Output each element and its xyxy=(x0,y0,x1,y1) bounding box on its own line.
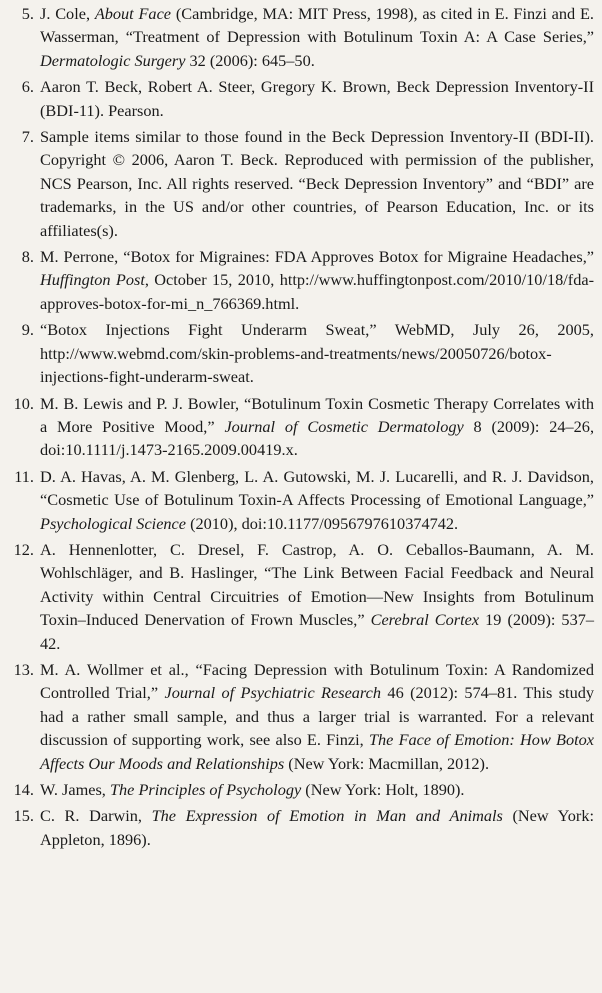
endnote-number: 8. xyxy=(21,247,34,267)
endnote-text xyxy=(40,77,594,119)
endnote-number: 10. xyxy=(13,393,34,413)
endnote-item xyxy=(8,538,594,655)
endnote-number: 12. xyxy=(13,539,34,559)
endnote-text xyxy=(40,806,594,848)
citation-title: Huffington Post xyxy=(40,270,145,290)
citation-title: The Face of Emotion: How Botox Affects Our Moods and Relationships xyxy=(40,730,594,773)
endnote-item xyxy=(8,658,594,775)
citation-text: C. R. Darwin, xyxy=(40,806,152,826)
citation-text: Sample items similar to those found in the Beck Depression Inventory-II (BDI-II). Copyright © 2006, Aaron T. Beck. Reproduced with permission of the publisher, NCS Pearson, Inc. All rights reserved. “Beck Depression Inventory” and “BDI” are trademarks, in the US and/or other countries, of Pearson Education, Inc. or its affiliates(s). xyxy=(40,127,594,240)
citation-title: About Face xyxy=(94,4,172,23)
citation-text: 8 (2009): 24–26, doi:10.1111/j.1473-2165.2009.00419.x. xyxy=(40,416,595,460)
endnote-item xyxy=(8,2,594,72)
endnote-number: 6. xyxy=(21,77,34,97)
endnote-number: 15. xyxy=(13,806,34,826)
endnote-item xyxy=(8,318,594,388)
citation-title: Journal of Psychiatric Research xyxy=(164,683,382,703)
endnote-item xyxy=(8,804,594,851)
endnote-text xyxy=(40,127,594,240)
citation-title: Psychological Science xyxy=(40,513,187,533)
citation-text: W. James, xyxy=(40,780,110,799)
citation-text: Aaron T. Beck, Robert A. Steer, Gregory K. Brown, Beck Depression Inventory-II (BDI-11). Pearson. xyxy=(40,77,594,120)
endnote-text xyxy=(40,467,594,533)
endnote-number: 13. xyxy=(13,659,34,679)
citation-title: The Expression of Emotion in Man and Animals xyxy=(151,806,503,826)
citation-text: M. B. Lewis and P. J. Bowler, “Botulinum Toxin Cosmetic Therapy Correlates with a More Positive Mood,” xyxy=(40,393,594,436)
endnote-number: 7. xyxy=(21,127,34,147)
citation-text: M. A. Wollmer et al., “Facing Depression with Botulinum Toxin: A Randomized Controlled Trial,” xyxy=(40,659,594,703)
endnote-number: 11. xyxy=(14,466,34,486)
citation-text: , October 15, 2010, http://www.huffingtonpost.com/2010/10/18/fda-approves-botox-for-mi_n_766369.html. xyxy=(40,270,594,313)
citation-text: “Botox Injections Fight Underarm Sweat,” WebMD, July 26, 2005, http://www.webmd.com/skin-problems-and-treatments/news/20050726/botox-injections-fight-underarm-sweat. xyxy=(40,320,594,387)
endnote-text xyxy=(40,660,594,773)
citation-title: Journal of Cosmetic Dermatology xyxy=(224,416,464,436)
citation-text: 32 (2006): 645–50. xyxy=(185,50,315,70)
endnote-text xyxy=(40,4,594,70)
endnote-number: 9. xyxy=(21,320,34,340)
citation-text: (2010), doi:10.1177/0956797610374742. xyxy=(186,513,459,533)
citation-text: D. A. Havas, A. M. Glenberg, L. A. Gutowski, M. J. Lucarelli, and R. J. Davidson, “Cosmetic Use of Botulinum Toxin-A Affects Processing of Emotional Language,” xyxy=(40,466,594,510)
citation-text: (New York: Appleton, 1896). xyxy=(40,806,595,849)
endnote-item xyxy=(8,245,594,315)
endnote-text xyxy=(40,247,594,313)
endnote-item xyxy=(8,778,594,801)
citation-text: (Cambridge, MA: MIT Press, 1998), as cited in E. Finzi and E. Wasserman, “Treatment of Depression with Botulinum Toxin A: A Case Series,” xyxy=(40,4,594,47)
endnote-text xyxy=(40,320,594,386)
citation-title: The Principles of Psychology xyxy=(109,780,302,799)
endnote-number: 14. xyxy=(13,780,34,799)
endnote-item xyxy=(8,392,594,462)
citation-text: M. Perrone, “Botox for Migraines: FDA Approves Botox for Migraine Headaches,” xyxy=(40,247,594,267)
endnote-item xyxy=(8,75,594,122)
endnote-number: 5. xyxy=(21,4,34,23)
endnote-text xyxy=(40,540,594,653)
citation-text: (New York: Macmillan, 2012). xyxy=(284,753,490,773)
citation-text: A. Hennenlotter, C. Dresel, F. Castrop, A. O. Ceballos-Baumann, A. M. Wohlschläger, and B. Haslinger, “The Link Between Facial Feedback and Neural Activity within Central Circuitries of Emotion—New Insights from Botulinum Toxin–Induced Denervation of Frown Muscles,” xyxy=(40,539,594,630)
endnote-text xyxy=(40,394,594,460)
citation-text: 46 (2012): 574–81. This study had a rather small sample, and thus a larger trial is warranted. For a relevant discussion of supporting work, see also E. Finzi, xyxy=(40,683,594,750)
endnote-item xyxy=(8,465,594,535)
endnote-text xyxy=(40,780,464,799)
citation-title: Dermatologic Surgery xyxy=(40,50,186,70)
citation-title: Cerebral Cortex xyxy=(370,610,480,630)
endnotes-list xyxy=(8,2,594,851)
citation-text: J. Cole, xyxy=(40,4,95,23)
citation-text: 19 (2009): 537–42. xyxy=(40,610,594,653)
endnote-item xyxy=(8,125,594,242)
citation-text: (New York: Holt, 1890). xyxy=(301,780,465,799)
